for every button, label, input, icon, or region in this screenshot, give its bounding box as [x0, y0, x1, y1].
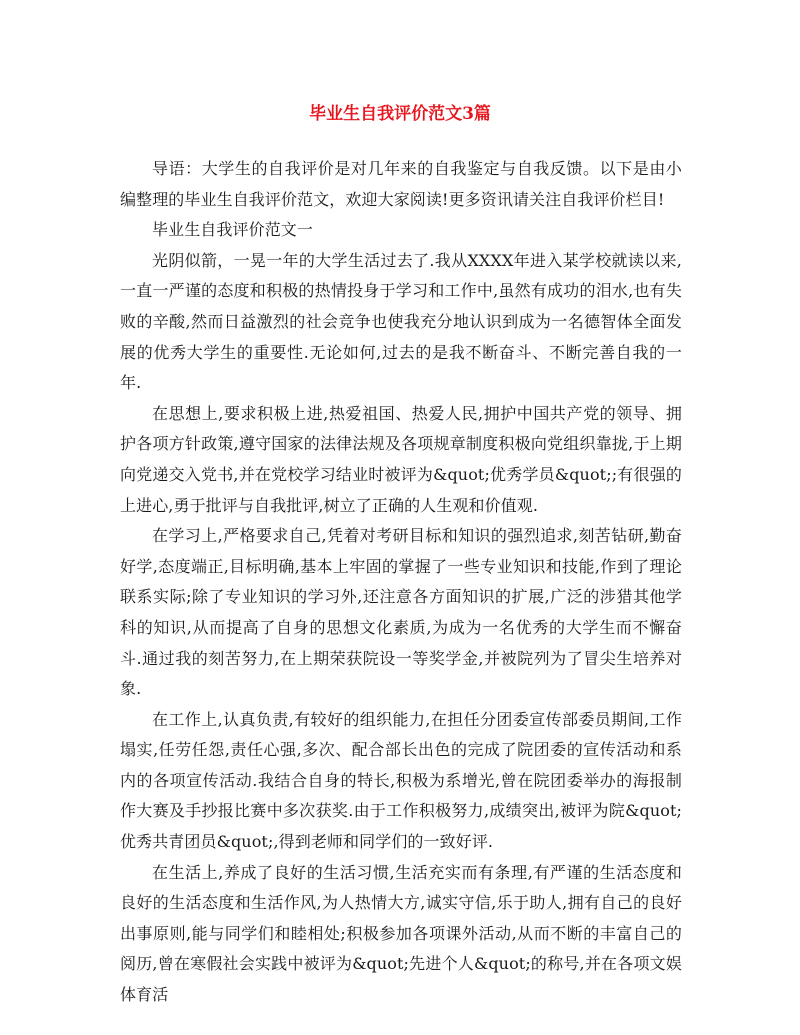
body-paragraph: 在学习上,严格要求自己,凭着对考研目标和知识的强烈追求,刻苦钻研,勤奋好学,态度端正,目标明确,基本上牢固的掌握了一些专业知识和技能,作到了理论联系实际;除了专业知识的学习外,还注意各方面知识的扩展,广泛的涉猎其他学科的知识,从而提高了自身的思想文化素质,为成为一名优秀的大学生而不懈奋斗.通过我的刻苦努力,在上期荣获院设一等奖学金,并被院列为了冒尖生培养对象.: [120, 526, 682, 699]
intro-paragraph: 导语：大学生的自我评价是对几年来的自我鉴定与自我反馈。以下是由小编整理的毕业生自我评价范文，欢迎大家阅读!更多资讯请关注自我评价栏目!: [120, 159, 682, 209]
body-paragraph: 在生活上,养成了良好的生活习惯,生活充实而有条理,有严谨的生活态度和良好的生活态度和生活作风,为人热情大方,诚实守信,乐于助人,拥有自己的良好出事原则,能与同学们和睦相处;积极参加各项课外活动,从而不断的丰富自己的阅历,曾在寒假社会实践中被评为&quot;先进个人&quot;的称号,并在各项文娱体育活: [120, 862, 682, 1005]
body-paragraph: 光阴似箭，一晃一年的大学生活过去了.我从XXXX年进入某学校就读以来,一直一严谨的态度和积极的热情投身于学习和工作中,虽然有成功的泪水,也有失败的辛酸,然而日益激烈的社会竞争也使我充分地认识到成为一名德智体全面发展的优秀大学生的重要性.无论如何,过去的是我不断奋斗、不断完善自我的一年.: [120, 250, 682, 393]
document-body: [120, 154, 682, 1011]
body-paragraph: 在思想上,要求积极上进,热爱祖国、热爱人民,拥护中国共产党的领导、拥护各项方针政策,遵守国家的法律法规及各项规章制度积极向党组织靠拢,于上期向党递交入党书,并在党校学习结业时被评为&quot;优秀学员&quot;;有很强的上进心,勇于批评与自我批评,树立了正确的人生观和价值观.: [120, 403, 682, 515]
body-paragraph: 在工作上,认真负责,有较好的组织能力,在担任分团委宣传部委员期间,工作塌实,任劳任怨,责任心强,多次、配合部长出色的完成了院团委的宣传活动和系内的各项宣传活动.我结合自身的特长,积极为系增光,曾在院团委举办的海报制作大赛及手抄报比赛中多次获奖.由于工作积极努力,成绩突出,被评为院&quot;优秀共青团员&quot;,得到老师和同学们的一致好评.: [120, 709, 682, 852]
section-heading: 毕业生自我评价范文一: [152, 220, 314, 240]
document-title: 毕业生自我评价范文3篇: [309, 104, 491, 124]
